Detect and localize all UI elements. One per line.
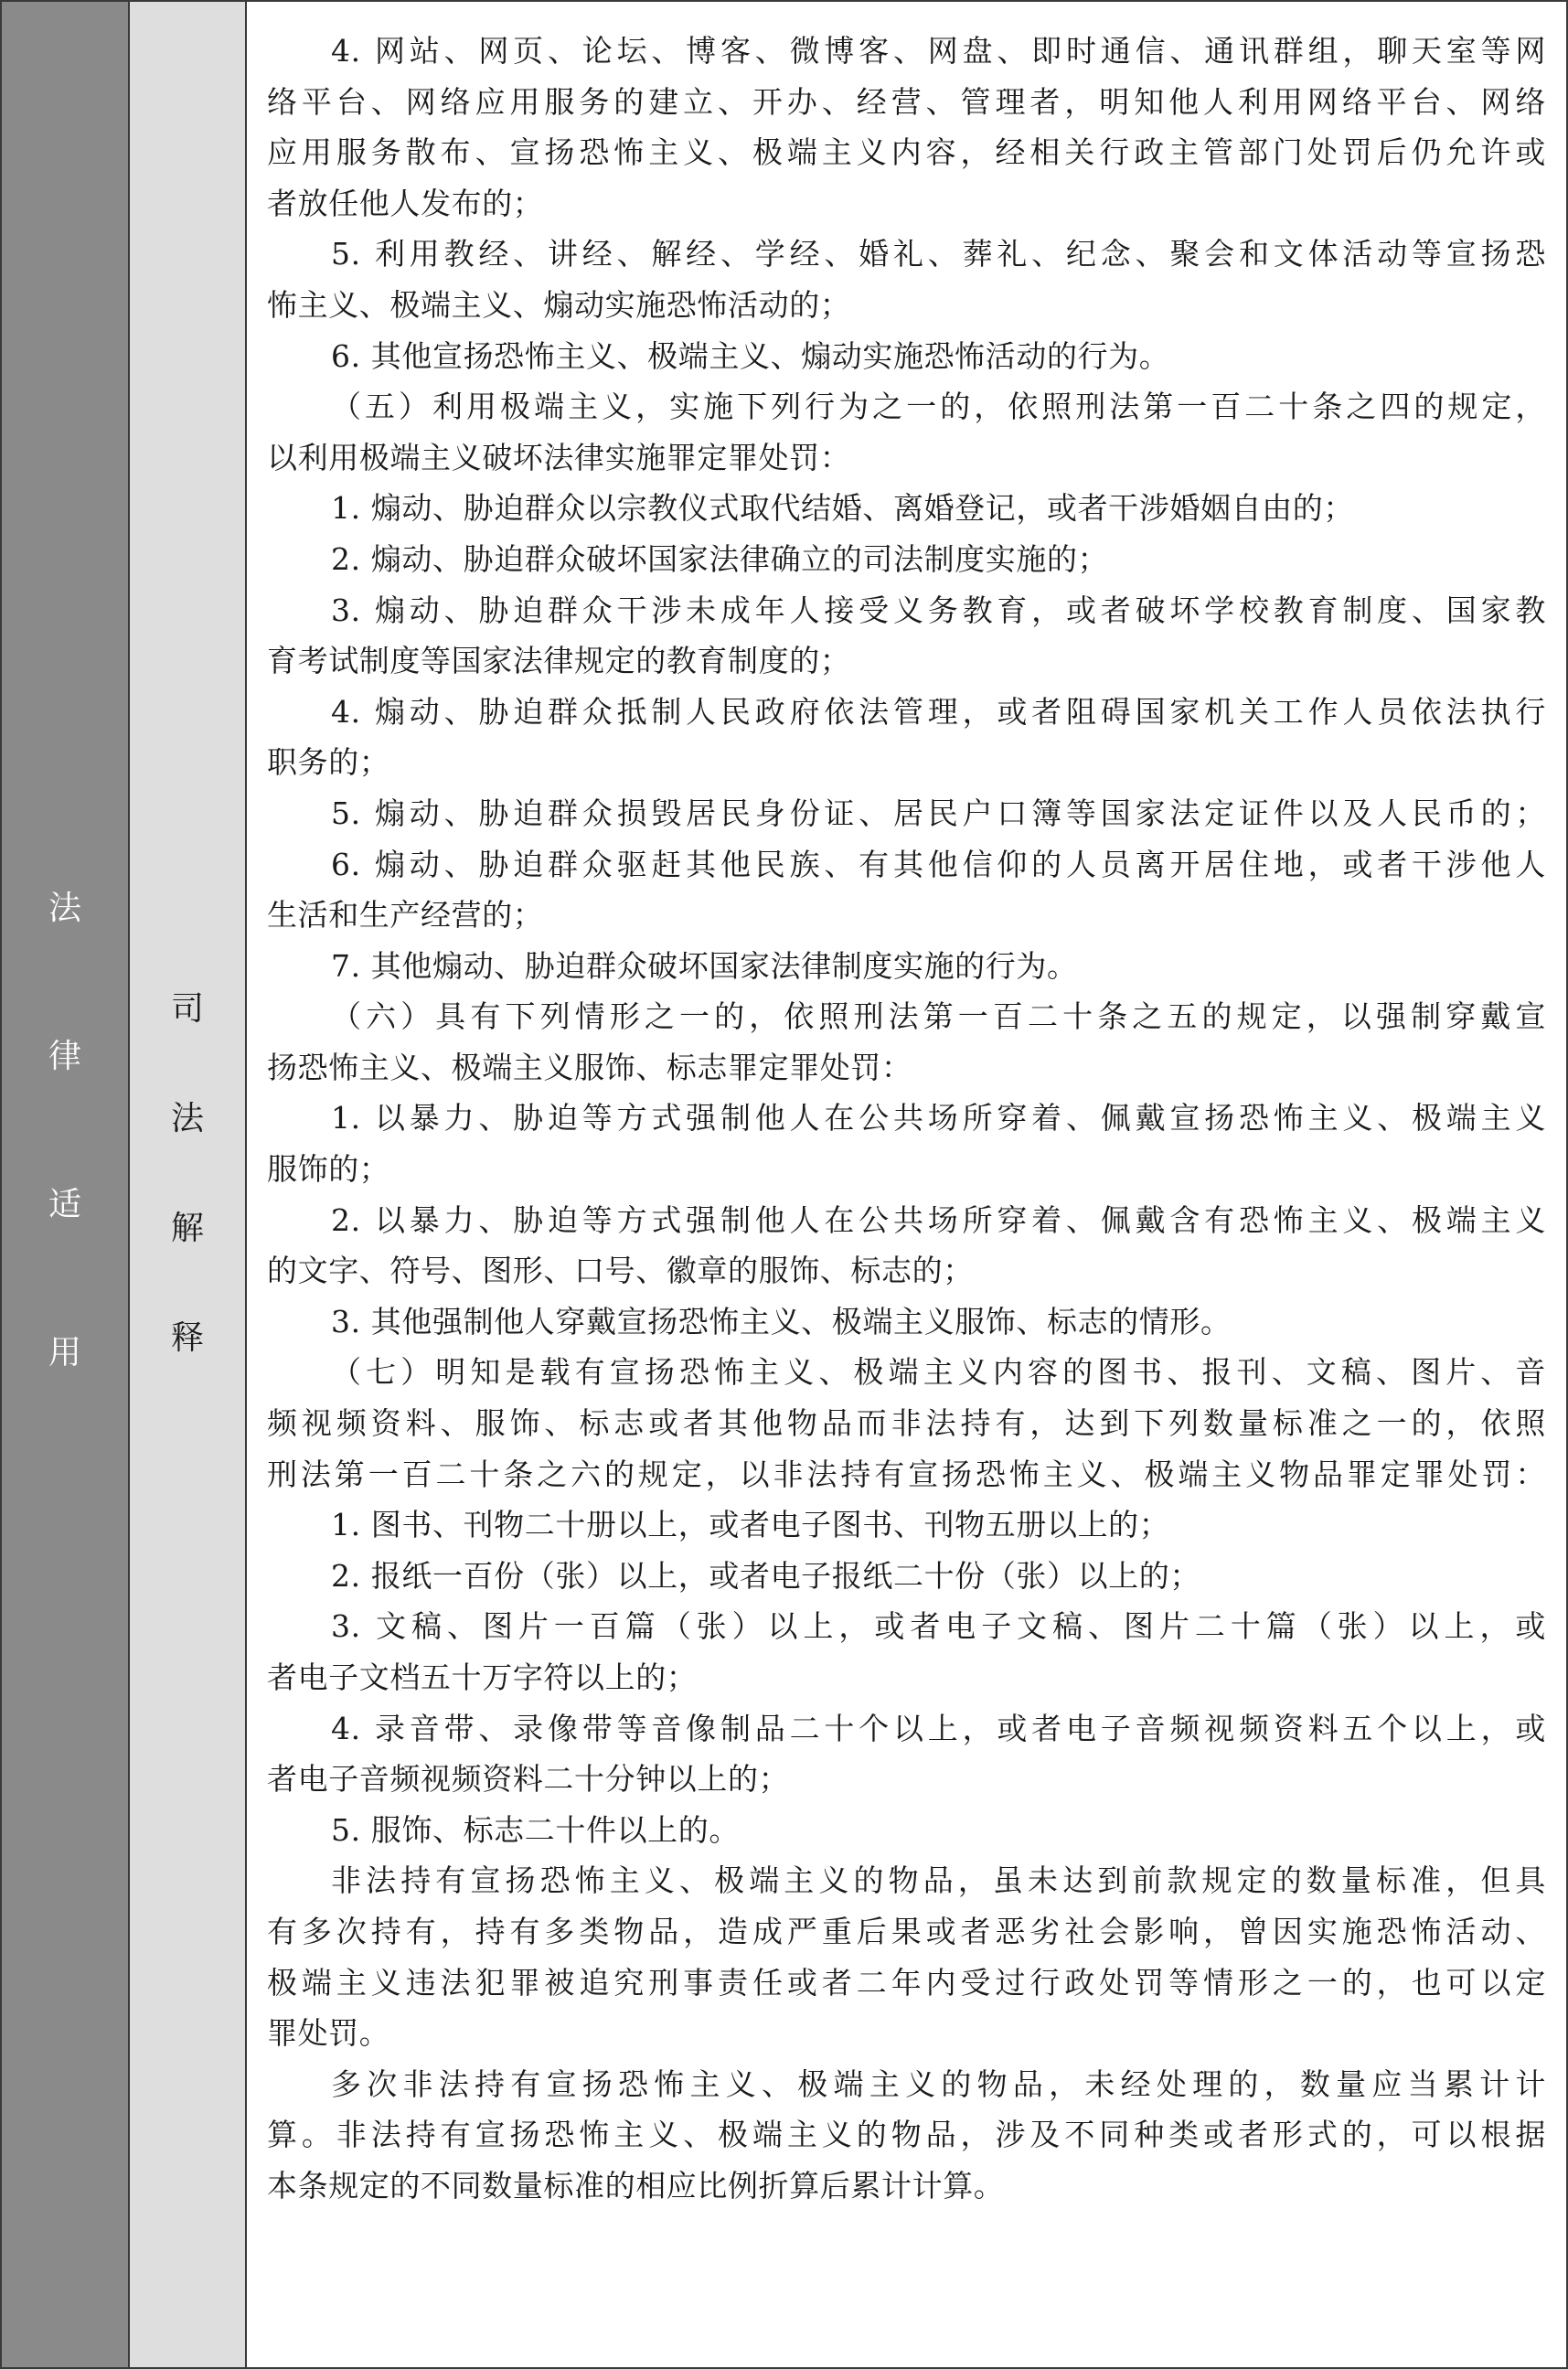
text-line: 扬恐怖主义、极端主义服饰、标志罪定罪处罚： [267,1049,912,1085]
text-line: 4. 煽动、胁迫群众抵制人民政府依法管理，或者阻碍国家机关工作人员依法执行 [331,693,1546,730]
text-line: 刑法第一百二十条之六的规定，以非法持有宣扬恐怖主义、极端主义物品罪定罪处罚： [267,1456,1546,1492]
category-char: 律 [48,1038,81,1075]
text-line: 5. 煽动、胁迫群众损毁居民身份证、居民户口簿等国家法定证件以及人民币的； [331,795,1546,831]
category-column [2,2,130,2367]
category-char: 适 [48,1186,81,1223]
text-line: 怖主义、极端主义、煽动实施恐怖活动的； [267,286,851,323]
text-line: 3. 文稿、图片一百篇（张）以上，或者电子文稿、图片二十篇（张）以上，或 [331,1608,1546,1645]
category-char: 用 [48,1334,81,1371]
text-line: 服饰的； [267,1151,390,1188]
text-line: 极端主义违法犯罪被追究刑事责任或者二年内受过行政处罚等情形之一的，也可以定 [267,1964,1546,2001]
text-line: 4. 录音带、录像带等音像制品二十个以上，或者电子音频视频资料五个以上，或 [331,1710,1546,1746]
category-label [2,889,128,1481]
text-line: 1. 图书、刊物二十册以上，或者电子图书、刊物五册以上的； [331,1507,1170,1543]
text-line: 育考试制度等国家法律规定的教育制度的； [267,643,851,679]
text-line: 者电子文档五十万字符以上的； [267,1659,698,1695]
subcategory-char: 司 [170,990,204,1028]
category-char: 法 [48,890,81,927]
text-line: 职务的； [267,744,390,781]
text-line: 5. 利用教经、讲经、解经、学经、婚礼、葬礼、纪念、聚会和文体活动等宣扬恐 [331,236,1546,272]
text-line: 者放任他人发布的； [267,185,544,221]
text-line: 本条规定的不同数量标准的相应比例折算后累计计算。 [267,2167,1005,2204]
text-line: 者电子音频视频资料二十分钟以上的； [267,1761,790,1798]
text-line: 应用服务散布、宣扬恐怖主义、极端主义内容，经相关行政主管部门处罚后仍允许或 [267,134,1546,171]
subcategory-char: 解 [170,1210,204,1247]
text-line: 罪处罚。 [267,2015,390,2052]
text-line: 多次非法持有宣扬恐怖主义、极端主义的物品，未经处理的，数量应当累计计 [331,2065,1546,2102]
text-line: 3. 其他强制他人穿戴宣扬恐怖主义、极端主义服饰、标志的情形。 [331,1303,1232,1339]
text-line: 4. 网站、网页、论坛、博客、微博客、网盘、即时通信、通讯群组，聊天室等网 [331,33,1546,69]
text-line: 3. 煽动、胁迫群众干涉未成年人接受义务教育，或者破坏学校教育制度、国家教 [331,592,1546,628]
text-line: （七）明知是载有宣扬恐怖主义、极端主义内容的图书、报刊、文稿、图片、音 [331,1354,1546,1391]
text-line: 的文字、符号、图形、口号、徽章的服饰、标志的； [267,1253,974,1289]
text-line: 生活和生产经营的； [267,897,544,934]
text-line: 2. 报纸一百份（张）以上，或者电子报纸二十份（张）以上的； [331,1557,1200,1594]
text-line: （五）利用极端主义，实施下列行为之一的，依照刑法第一百二十条之四的规定， [331,389,1546,425]
text-line: 有多次持有，持有多类物品，造成严重后果或者恶劣社会影响，曾因实施恐怖活动、 [267,1913,1546,1949]
subcategory-label [130,989,245,1428]
text-line: 非法持有宣扬恐怖主义、极端主义的物品，虽未达到前款规定的数量标准，但具 [331,1862,1546,1899]
text-line: 5. 服饰、标志二十件以上的。 [331,1811,740,1848]
text-line: 6. 其他宣扬恐怖主义、极端主义、煽动实施恐怖活动的行为。 [331,337,1170,374]
text-line: 络平台、网络应用服务的建立、开办、经营、管理者，明知他人利用网络平台、网络 [267,83,1546,120]
text-line: 以利用极端主义破坏法律实施罪定罪处罚： [267,439,851,475]
text-line: 7. 其他煽动、胁迫群众破坏国家法律制度实施的行为。 [331,947,1078,984]
text-line: 算。非法持有宣扬恐怖主义、极端主义的物品，涉及不同种类或者形式的，可以根据 [267,2117,1546,2153]
text-line: 2. 以暴力、胁迫等方式强制他人在公共场所穿着、佩戴含有恐怖主义、极端主义 [331,1201,1546,1238]
subcategory-column [130,2,247,2367]
text-line: 1. 煽动、胁迫群众以宗教仪式取代结婚、离婚登记，或者干涉婚姻自由的； [331,490,1354,527]
text-line: （六）具有下列情形之一的，依照刑法第一百二十条之五的规定，以强制穿戴宣 [331,998,1546,1035]
text-line: 1. 以暴力、胁迫等方式强制他人在公共场所穿着、佩戴宣扬恐怖主义、极端主义 [331,1100,1546,1136]
text-line: 6. 煽动、胁迫群众驱赶其他民族、有其他信仰的人员离开居住地，或者干涉他人 [331,846,1546,882]
text-line: 频视频资料、服饰、标志或者其他物品而非法持有，达到下列数量标准之一的，依照 [267,1405,1546,1442]
text-line: 2. 煽动、胁迫群众破坏国家法律确立的司法制度实施的； [331,540,1109,577]
subcategory-char: 法 [170,1100,204,1137]
subcategory-char: 释 [170,1319,204,1357]
content-column [247,2,1566,2367]
